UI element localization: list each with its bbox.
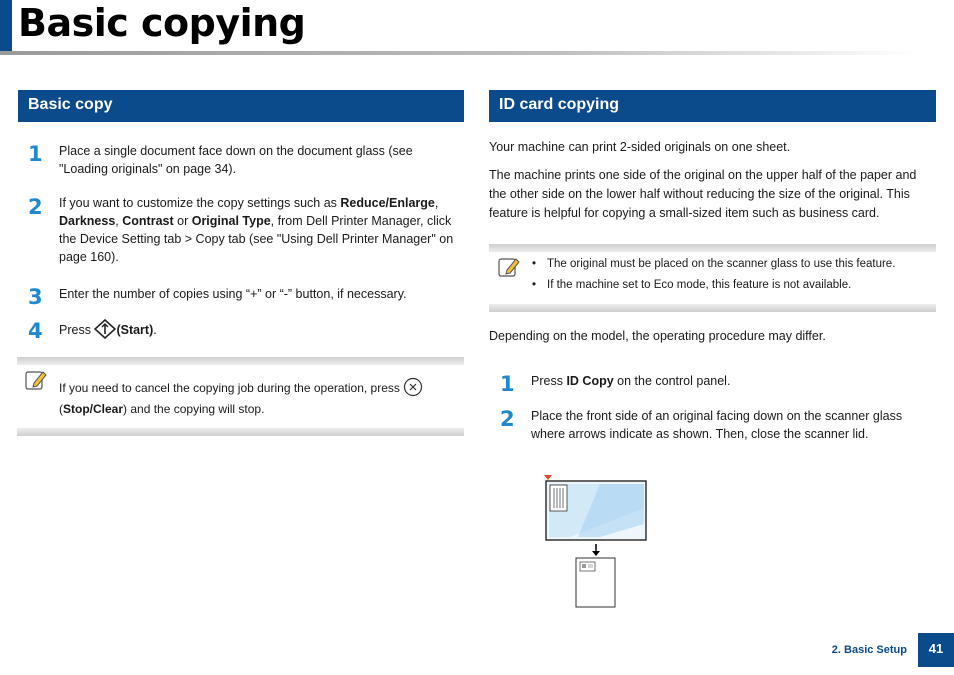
setting-contrast: Contrast — [122, 214, 174, 228]
pencil-note-icon — [25, 369, 47, 391]
step-number: 2 — [28, 195, 43, 219]
step-4-basic-copy — [28, 319, 468, 345]
page-title: Basic copying — [18, 1, 306, 45]
paragraph-2-sided: Your machine can print 2-sided originals on one sheet. — [489, 140, 791, 154]
step-text: Enter the number of copies using “+” or “-” button, if necessary. — [59, 287, 407, 301]
note-top-border — [489, 244, 936, 252]
step-2-id-copy — [500, 407, 940, 447]
text-run: ( — [59, 402, 63, 416]
id-copy-label: ID Copy — [566, 374, 614, 388]
footer-chapter-label: 2. Basic Setup — [831, 644, 907, 656]
section-header-id-card-copying: ID card copying — [489, 90, 936, 122]
step-text — [59, 194, 463, 266]
text-run: Press — [531, 374, 567, 388]
step-1-basic-copy — [28, 142, 468, 182]
text-run: on the control panel. — [613, 374, 731, 388]
step-number: 1 — [500, 372, 515, 396]
down-arrow-icon — [592, 544, 600, 556]
step-text — [59, 319, 465, 339]
bullet-text: The original must be placed on the scanner glass to use this feature. — [547, 258, 896, 270]
section-header-basic-copy: Basic copy — [18, 90, 464, 122]
setting-reduce-enlarge: Reduce/Enlarge — [340, 196, 435, 210]
step-number: 1 — [28, 142, 43, 166]
title-accent-bar — [0, 0, 12, 52]
text-run: Press — [59, 323, 95, 337]
stop-clear-label: Stop/Clear — [63, 402, 124, 416]
step-3-basic-copy — [28, 285, 468, 307]
step-number: 3 — [28, 285, 43, 309]
pencil-note-icon — [498, 256, 520, 278]
note-bottom-border — [489, 304, 936, 312]
start-diamond-icon — [94, 319, 116, 339]
bullet-dot: • — [532, 258, 537, 270]
paragraph-model-note: Depending on the model, the operating procedure may differ. — [489, 329, 826, 343]
note-box-id-card — [489, 244, 936, 312]
step-1-id-copy — [500, 372, 940, 396]
step-2-basic-copy — [28, 195, 468, 271]
note-text-cancel — [59, 377, 459, 420]
note-top-border — [17, 357, 464, 365]
text-run: ) and the copying will stop. — [123, 402, 265, 416]
title-divider — [0, 51, 918, 55]
note-box-cancel — [17, 357, 464, 436]
paragraph-description: The machine prints one side of the original on the upper half of the paper and the other side on the lower half without reducing the size of the original. This feature is helpful for copying a small-sized item such as business card. — [489, 168, 917, 220]
note-bottom-border — [17, 428, 464, 436]
step-number: 2 — [500, 407, 515, 431]
bullet-dot: • — [532, 279, 537, 291]
step-text — [531, 372, 931, 390]
note-bullet — [532, 256, 932, 272]
text-run: . — [153, 323, 157, 337]
step-number: 4 — [28, 319, 43, 343]
stop-clear-icon — [403, 377, 423, 397]
id-copy-illustration — [540, 472, 652, 612]
step-text: Place the front side of an original facing down on the scanner glass where arrows indicate as shown. Then, close the scanner lid. — [531, 409, 903, 441]
text-run: If you need to cancel the copying job during the operation, press — [59, 381, 400, 395]
text-run: or — [173, 214, 192, 228]
text-run: , — [115, 214, 123, 228]
start-label: (Start) — [116, 323, 154, 337]
bullet-text: If the machine set to Eco mode, this feature is not available. — [547, 279, 852, 291]
setting-darkness: Darkness — [59, 214, 116, 228]
text-run: , from Dell Printer Manager, click the Device Setting tab > Copy tab (see "Using Dell Printer Manager" on page 160). — [59, 214, 454, 264]
text-run: , — [434, 196, 439, 210]
printed-page-illustration — [576, 558, 615, 607]
step-text: Place a single document face down on the document glass (see "Loading originals" on page 34). — [59, 144, 413, 176]
note-bullet — [532, 277, 932, 293]
page-number: 41 — [918, 633, 954, 667]
scanner-glass-illustration — [544, 475, 646, 540]
text-run: If you want to customize the copy settings such as — [59, 196, 341, 210]
setting-original-type: Original Type — [191, 214, 271, 228]
